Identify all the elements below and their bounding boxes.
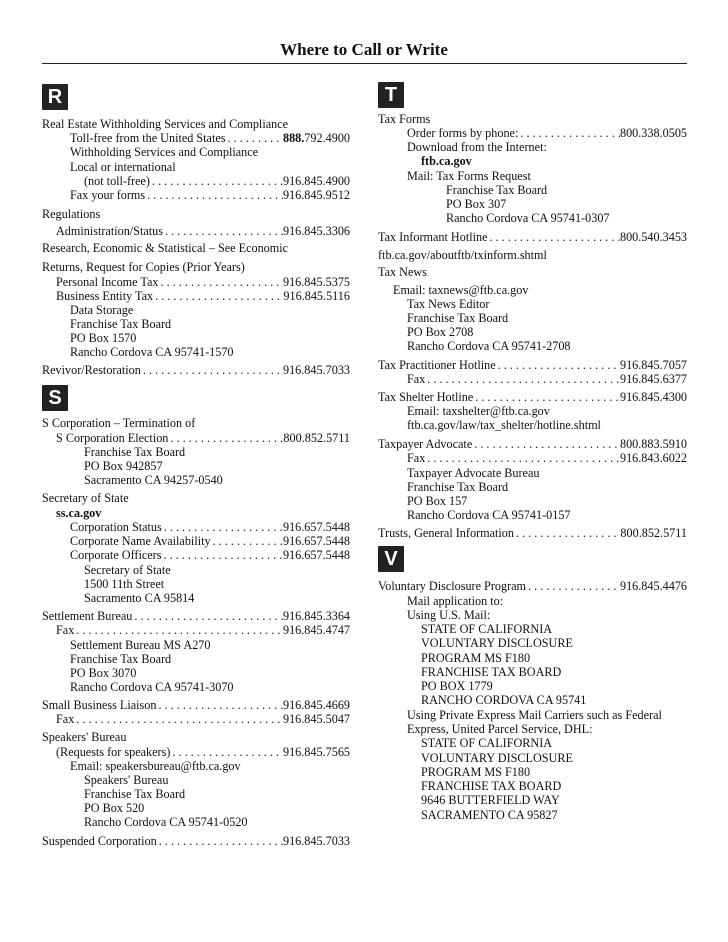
link-ftb-ca-gov[interactable]: ftb.ca.gov: [421, 154, 472, 168]
text-line: Franchise Tax Board: [70, 317, 172, 331]
text-line: Sacramento CA 94257-0540: [84, 473, 223, 487]
text-line: PROGRAM MS F180: [421, 651, 531, 665]
text-line: Rancho Cordova CA 95741-0520: [84, 815, 248, 829]
speakers-email[interactable]: Email: speakersbureau@ftb.ca.gov: [70, 759, 241, 773]
entry-returns: Returns, Request for Copies (Prior Years): [42, 260, 245, 274]
text-line: STATE OF CALIFORNIA: [421, 736, 553, 750]
entry-tax-practitioner: Tax Practitioner Hotline . . . 916.845.7057: [378, 358, 687, 372]
entry-tax-shelter: Tax Shelter Hotline . . . 916.845.4300: [378, 390, 687, 404]
entry-revivor: Revivor/Restoration . . . 916.845.7033: [42, 363, 350, 377]
text-line: PROGRAM MS F180: [421, 765, 531, 779]
entry-regulations: Regulations: [42, 207, 101, 221]
entry-voluntary-disclosure: Voluntary Disclosure Program . . . 916.845.4476: [378, 579, 687, 593]
text-line: Franchise Tax Board: [446, 183, 548, 197]
text-line: SACRAMENTO CA 95827: [421, 808, 558, 822]
text-line: PO Box 307: [446, 197, 507, 211]
text-line: Express, United Parcel Service, DHL:: [407, 722, 593, 736]
text-line: Franchise Tax Board: [407, 311, 509, 325]
text-line: Withholding Services and Compliance: [70, 145, 259, 159]
section-letter-s: S: [42, 385, 68, 411]
entry-secretary-of-state: Secretary of State: [42, 491, 129, 505]
entry-corporation-status: Corporation Status . . . 916.657.5448: [70, 520, 350, 534]
text-line: Data Storage: [70, 303, 134, 317]
section-letter-t: T: [378, 82, 404, 108]
entry-settlement-fax: Fax . . . 916.845.4747: [56, 623, 350, 637]
entry-tax-forms: Tax Forms: [378, 112, 431, 126]
text-line: PO Box 157: [407, 494, 468, 508]
text-line: PO Box 942857: [84, 459, 163, 473]
entry-research: Research, Economic & Statistical – See Economic: [42, 241, 289, 255]
entry-taxpayer-advocate: Taxpayer Advocate . . . 800.883.5910: [378, 437, 687, 451]
entry-administration: Administration/Status . . . 916.845.3306: [56, 224, 350, 238]
text-line: PO Box 520: [84, 801, 145, 815]
section-letter-v: V: [378, 546, 404, 572]
section-letter-r: R: [42, 84, 68, 110]
entry-tax-informant: Tax Informant Hotline . . . 800.540.3453: [378, 230, 687, 244]
entry-local-phone: (not toll-free) . . . 916.845.4900: [84, 174, 350, 188]
text-line: VOLUNTARY DISCLOSURE: [421, 751, 573, 765]
entry-small-business-fax: Fax . . . 916.845.5047: [56, 712, 350, 726]
entry-corporate-officers: Corporate Officers . . . 916.657.5448: [70, 548, 350, 562]
taxshelter-email[interactable]: Email: taxshelter@ftb.ca.gov: [407, 404, 550, 418]
text-line: FRANCHISE TAX BOARD: [421, 665, 562, 679]
text-line: Rancho Cordova CA 95741-2708: [407, 339, 571, 353]
entry-personal-income: Personal Income Tax . . . 916.845.5375: [56, 275, 350, 289]
entry-small-business: Small Business Liaison . . . 916.845.4669: [42, 698, 350, 712]
text-line: STATE OF CALIFORNIA: [421, 622, 553, 636]
text-line: Settlement Bureau MS A270: [70, 638, 211, 652]
text-line: Rancho Cordova CA 95741-3070: [70, 680, 234, 694]
text-line: PO Box 3070: [70, 666, 137, 680]
text-line: Franchise Tax Board: [84, 787, 186, 801]
text-line: Rancho Cordova CA 95741-1570: [70, 345, 234, 359]
text-line: Franchise Tax Board: [70, 652, 172, 666]
entry-s-corporation: S Corporation – Termination of: [42, 416, 196, 430]
entry-business-entity: Business Entity Tax . . . 916.845.5116: [56, 289, 350, 303]
text-line: Secretary of State: [84, 563, 171, 577]
entry-toll-free: Toll-free from the United States . . . 888.792.4900: [70, 131, 350, 145]
entry-requests-speakers: (Requests for speakers) . . . 916.845.7565: [56, 745, 350, 759]
link-ss-ca-gov[interactable]: ss.ca.gov: [56, 506, 102, 520]
link-tax-shelter[interactable]: ftb.ca.gov/law/tax_shelter/hotline.shtml: [407, 418, 601, 432]
entry-fax-forms: Fax your forms . . . 916.845.9512: [70, 188, 350, 202]
text-line: Speakers' Bureau: [84, 773, 169, 787]
text-line: Local or international: [70, 160, 176, 174]
text-line: Using U.S. Mail:: [407, 608, 491, 622]
entry-practitioner-fax: Fax . . . 916.845.6377: [407, 372, 687, 386]
text-line: Sacramento CA 95814: [84, 591, 195, 605]
entry-tax-news: Tax News: [378, 265, 427, 279]
entry-real-estate: Real Estate Withholding Services and Compliance: [42, 117, 289, 131]
text-line: 1500 11th Street: [84, 577, 165, 591]
text-line: Taxpayer Advocate Bureau: [407, 466, 540, 480]
entry-settlement-bureau: Settlement Bureau . . . 916.845.3364: [42, 609, 350, 623]
taxnews-email[interactable]: Email: taxnews@ftb.ca.gov: [393, 283, 529, 297]
text-line: RANCHO CORDOVA CA 95741: [421, 693, 587, 707]
text-line: PO BOX 1779: [421, 679, 493, 693]
text-line: 9646 BUTTERFIELD WAY: [421, 793, 560, 807]
entry-suspended-corporation: Suspended Corporation . . . 916.845.7033: [42, 834, 350, 848]
text-line: Franchise Tax Board: [407, 480, 509, 494]
text-line: PO Box 2708: [407, 325, 474, 339]
text-line: Download from the Internet:: [407, 140, 547, 154]
text-line: Rancho Cordova CA 95741-0307: [446, 211, 610, 225]
text-line: Rancho Cordova CA 95741-0157: [407, 508, 571, 522]
page-title: Where to Call or Write: [280, 40, 448, 59]
text-line: Franchise Tax Board: [84, 445, 186, 459]
link-txinform[interactable]: ftb.ca.gov/aboutftb/txinform.shtml: [378, 248, 547, 262]
text-line: Mail: Tax Forms Request: [407, 169, 531, 183]
entry-advocate-fax: Fax . . . 916.843.6022: [407, 451, 687, 465]
entry-s-corp-election: S Corporation Election . . . 800.852.5711: [56, 431, 350, 445]
title-rule: [42, 63, 687, 64]
text-line: Tax News Editor: [407, 297, 490, 311]
text-line: Mail application to:: [407, 594, 504, 608]
entry-trusts: Trusts, General Information . . . 800.852.5711: [378, 526, 687, 540]
entry-speakers-bureau: Speakers' Bureau: [42, 730, 127, 744]
text-line: PO Box 1570: [70, 331, 137, 345]
text-line: Using Private Express Mail Carriers such as Federal: [407, 708, 662, 722]
entry-order-forms: Order forms by phone: . . . 800.338.0505: [407, 126, 687, 140]
text-line: VOLUNTARY DISCLOSURE: [421, 636, 573, 650]
text-line: FRANCHISE TAX BOARD: [421, 779, 562, 793]
entry-corporate-name: Corporate Name Availability . . . 916.657.5448: [70, 534, 350, 548]
